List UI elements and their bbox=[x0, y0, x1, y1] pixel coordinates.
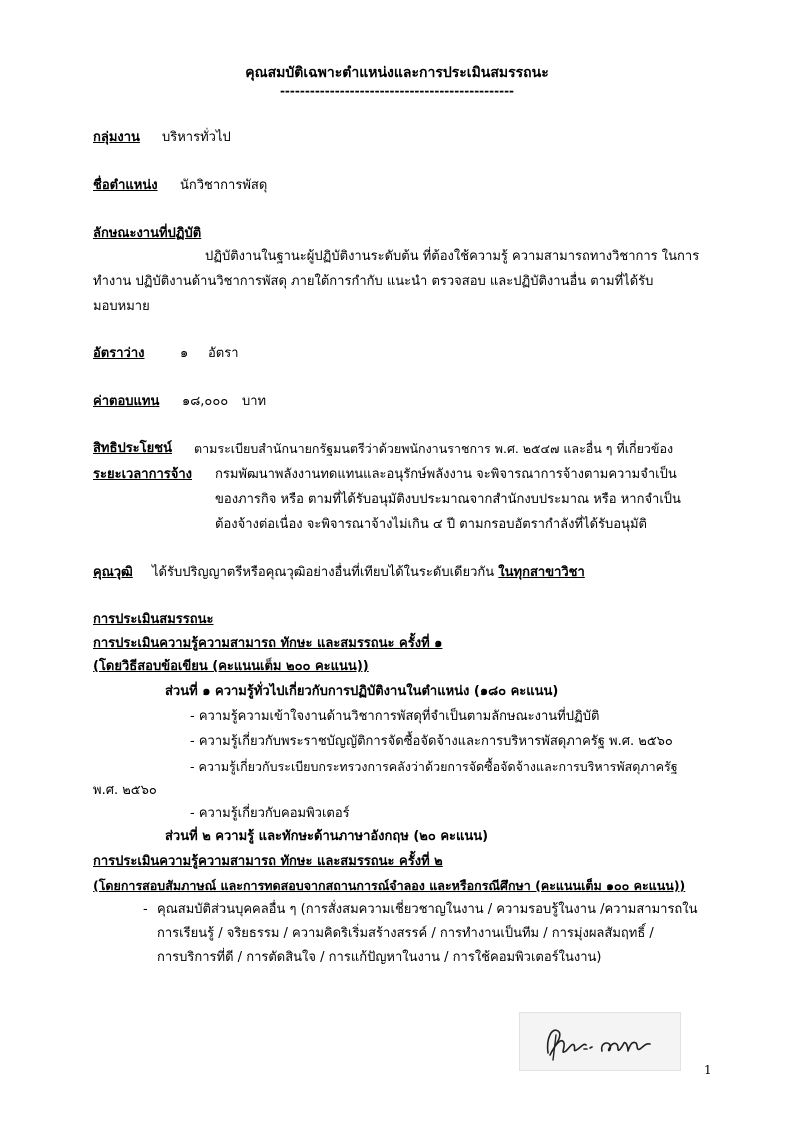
job-group-value: บริหารทั่วไป bbox=[162, 130, 231, 145]
salary-amount: ๑๘,๐๐๐ bbox=[182, 394, 229, 409]
round2-item-line-3: การบริการที่ดี / การตัดสินใจ / การแก้ปัญหาในงาน / การใช้คอมพิวเตอร์ในงาน) bbox=[157, 950, 602, 965]
assessment-heading: การประเมินสมรรถนะ bbox=[93, 612, 214, 627]
qualification-label: คุณวุฒิ bbox=[93, 565, 133, 580]
round2-item-line-1: คุณสมบัติส่วนบุคคลอื่น ๆ (การสั่งสมความเชี่ยวชาญในงาน / ความรอบรู้ในงาน /ความสามารถใน bbox=[157, 902, 698, 917]
job-description-line-1: ปฏิบัติงานในฐานะผู้ปฏิบัติงานระดับต้น ที่ต้องใช้ความรู้ ความสามารถทางวิชาการ ในการ bbox=[205, 249, 700, 264]
round1-part1-title: ส่วนที่ ๑ ความรู้ทั่วไปเกี่ยวกับการปฏิบัติงานในตำแหน่ง (๑๘๐ คะแนน) bbox=[165, 684, 559, 699]
round1-part1-item-3-continued: พ.ศ. ๒๕๖๐ bbox=[93, 783, 157, 798]
round1-method: (โดยวิธีสอบข้อเขียน (คะแนนเต็ม ๒๐๐ คะแนน)) bbox=[93, 659, 369, 674]
job-description-line-3: มอบหมาย bbox=[93, 299, 150, 314]
job-group-label: กลุ่มงาน bbox=[93, 130, 140, 145]
page-title: คุณสมบัติเฉพาะตำแหน่งและการประเมินสมรรถนะ bbox=[245, 65, 549, 81]
benefits-label: สิทธิประโยชน์ bbox=[93, 441, 172, 456]
position-label: ชื่อตำแหน่ง bbox=[93, 178, 158, 193]
round1-part1-item-1: - ความรู้ความเข้าใจงานด้านวิชาการพัสดุที่จำเป็นตามลักษณะงานที่ปฏิบัติ bbox=[190, 709, 600, 724]
vacancy-count: ๑ bbox=[180, 346, 189, 361]
round2-item-line-2: การเรียนรู้ / จริยธรรม / ความคิดริเริ่มสร้างสรรค์ / การทำงานเป็นทีม / การมุ่งผลสัมฤทธิ์ / bbox=[157, 926, 654, 941]
job-description-line-2: ทำงาน ปฏิบัติงานด้านวิชาการพัสดุ ภายใต้การกำกับ แนะนำ ตรวจสอบ และปฏิบัติงานอื่น ตามที่ได้รับ bbox=[93, 274, 654, 289]
qualification-emphasis: ในทุกสาขาวิชา bbox=[498, 565, 585, 580]
vacancy-unit: อัตรา bbox=[208, 346, 239, 361]
title-separator: ----------------------------------------------- bbox=[279, 84, 515, 98]
round1-part1-item-2: - ความรู้เกี่ยวกับพระราชบัญญัติการจัดซื้อจัดจ้างและการบริหารพัสดุภาครัฐ พ.ศ. ๒๕๖๐ bbox=[190, 734, 673, 749]
employment-period-line-2: ของภารกิจ หรือ ตามที่ได้รับอนุมัติงบประมาณจากสำนักงบประมาณ หรือ หากจำเป็น bbox=[215, 492, 681, 507]
signature-drawing bbox=[520, 1013, 680, 1070]
employment-period-line-1: กรมพัฒนาพลังงานทดแทนและอนุรักษ์พลังงาน จะพิจารณาการจ้างตามความจำเป็น bbox=[215, 467, 677, 482]
job-description-label: ลักษณะงานที่ปฏิบัติ bbox=[93, 226, 202, 241]
salary-label: ค่าตอบแทน bbox=[93, 394, 160, 409]
round1-part1-item-3: - ความรู้เกี่ยวกับระเบียบกระทรวงการคลังว่าด้วยการจัดซื้อจัดจ้างและการบริหารพัสดุภาครัฐ bbox=[190, 759, 678, 774]
round2-bullet: - bbox=[143, 902, 148, 917]
signature-image bbox=[519, 1012, 681, 1071]
qualification-text bbox=[152, 563, 585, 583]
employment-period-line-3: ต้องจ้างต่อเนื่อง จะพิจารณาจ้างไม่เกิน ๔ ปี ตามกรอบอัตรากำลังที่ได้รับอนุมัติ bbox=[215, 517, 647, 532]
vacancy-label: อัตราว่าง bbox=[93, 346, 145, 361]
round2-method: (โดยการสอบสัมภาษณ์ และการทดสอบจากสถานการณ์จำลอง และหรือกรณีศึกษา (คะแนนเต็ม ๑๐๐ คะแนน)) bbox=[93, 878, 686, 893]
page-number: 1 bbox=[704, 1063, 712, 1077]
salary-unit: บาท bbox=[242, 394, 267, 409]
round1-part1-item-4: - ความรู้เกี่ยวกับคอมพิวเตอร์ bbox=[190, 806, 350, 821]
employment-period-label: ระยะเวลาการจ้าง bbox=[93, 467, 192, 482]
round2-title: การประเมินความรู้ความสามารถ ทักษะ และสมรรถนะ ครั้งที่ ๒ bbox=[93, 854, 443, 869]
round1-part2-title: ส่วนที่ ๒ ความรู้ และทักษะด้านภาษาอังกฤษ (๒๐ คะแนน) bbox=[165, 829, 489, 844]
round1-title: การประเมินความรู้ความสามารถ ทักษะ และสมรรถนะ ครั้งที่ ๑ bbox=[93, 636, 443, 651]
qualification-main-text: ได้รับปริญญาตรีหรือคุณวุฒิอย่างอื่นที่เทียบได้ในระดับเดียวกัน bbox=[152, 565, 495, 580]
benefits-value: ตามระเบียบสำนักนายกรัฐมนตรีว่าด้วยพนักงานราชการ พ.ศ. ๒๕๔๗ และอื่น ๆ ที่เกี่ยวข้อง bbox=[194, 441, 674, 456]
position-value: นักวิชาการพัสดุ bbox=[180, 178, 268, 193]
